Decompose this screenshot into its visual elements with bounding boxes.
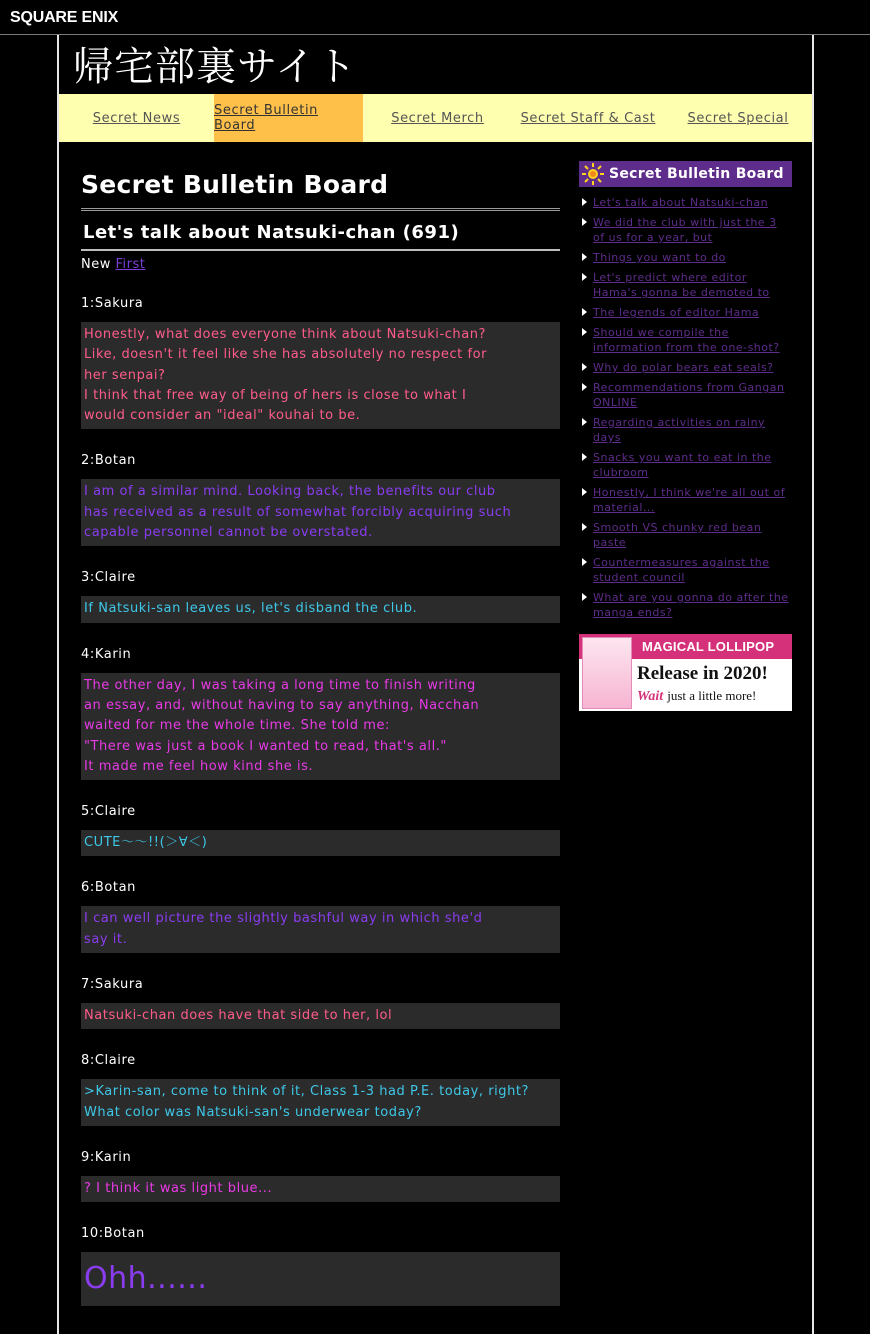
- post-header: 10:Botan: [81, 1226, 145, 1242]
- bullet-triangle-icon: [582, 253, 587, 261]
- post: [81, 1053, 560, 1126]
- sidebar-thread-item: [579, 215, 792, 245]
- site-logo[interactable]: 帰宅部裏サイト: [73, 44, 358, 90]
- post-body: The other day, I was taking a long time to finish writing an essay, and, without having to say anything, Nacchan waited for me the whole time. She told me: "There was just a book I wanted to read, that's all." It made me feel how kind she is.: [81, 673, 560, 780]
- post-body: Natsuki-chan does have that side to her, lol: [81, 1003, 560, 1029]
- page-title: Secret Bulletin Board: [81, 170, 560, 211]
- banner-wait-rest: just a little more!: [667, 688, 757, 703]
- sidebar-thread-item: [579, 380, 792, 410]
- bullet-triangle-icon: [582, 218, 587, 226]
- sidebar-thread-item: [579, 485, 792, 515]
- sidebar-thread-item: [579, 305, 792, 320]
- bullet-triangle-icon: [582, 273, 587, 281]
- bullet-triangle-icon: [582, 328, 587, 336]
- post-body: I am of a similar mind. Looking back, the benefits our club has received as a result of somewhat forcibly acquiring such capable personnel cannot be overstated.: [81, 479, 560, 546]
- post: [81, 1150, 560, 1202]
- banner-wait-word: Wait: [637, 689, 664, 704]
- sidebar-thread-item: [579, 195, 792, 210]
- post-body: I can well picture the slightly bashful way in which she'd say it.: [81, 906, 560, 953]
- banner-release: Release in 2020!: [637, 663, 768, 684]
- sidebar-thread-link[interactable]: What are you gonna do after the manga ends?: [593, 591, 789, 619]
- sidebar-thread-item: [579, 270, 792, 300]
- sidebar-thread-link[interactable]: Things you want to do: [593, 251, 726, 264]
- post: [81, 453, 560, 546]
- post-header: 6:Botan: [81, 880, 137, 896]
- post: [81, 804, 560, 856]
- bullet-triangle-icon: [582, 418, 587, 426]
- bullet-triangle-icon: [582, 308, 587, 316]
- sidebar-thread-item: [579, 250, 792, 265]
- sidebar-thread-link[interactable]: Smooth VS chunky red bean paste: [593, 521, 762, 549]
- sidebar-thread-item: [579, 415, 792, 445]
- sidebar-thread-link[interactable]: Regarding activities on rainy days: [593, 416, 766, 444]
- post: [81, 977, 560, 1029]
- thread-pagination: [81, 257, 560, 272]
- nav-secret-bulletin-board[interactable]: Secret Bulletin Board: [214, 94, 363, 142]
- sidebar-thread-link[interactable]: Honestly, I think we're all out of material...: [593, 486, 786, 514]
- post-header: 2:Botan: [81, 453, 137, 469]
- bullet-triangle-icon: [582, 383, 587, 391]
- post: [81, 1226, 560, 1306]
- banner-wait: [637, 688, 756, 705]
- sidebar-thread-item: [579, 325, 792, 355]
- post: [81, 880, 560, 953]
- post-header: 3:Claire: [81, 570, 136, 586]
- nav-secret-merch[interactable]: Secret Merch: [391, 110, 484, 126]
- sidebar-thread-link[interactable]: Countermeasures against the student council: [593, 556, 770, 584]
- post-header: 7:Sakura: [81, 977, 144, 993]
- sidebar-thread-item: [579, 520, 792, 550]
- post-body: >Karin-san, come to think of it, Class 1-3 had P.E. today, right? What color was Natsuki-san's underwear today?: [81, 1079, 560, 1126]
- post-header: 8:Claire: [81, 1053, 136, 1069]
- post-list: [81, 296, 560, 1306]
- bullet-triangle-icon: [582, 198, 587, 206]
- bullet-triangle-icon: [582, 558, 587, 566]
- bullet-triangle-icon: [582, 488, 587, 496]
- top-bar: [0, 0, 870, 35]
- post: [81, 570, 560, 622]
- sidebar-thread-link[interactable]: We did the club with just the 3 of us for a year, but: [593, 216, 777, 244]
- sidebar-thread-link[interactable]: Recommendations from Gangan ONLINE: [593, 381, 785, 409]
- nav-secret-special[interactable]: Secret Special: [687, 110, 789, 126]
- bullet-triangle-icon: [582, 453, 587, 461]
- sidebar-thread-link[interactable]: Why do polar bears eat seals?: [593, 361, 774, 374]
- sidebar-thread-item: [579, 360, 792, 375]
- post-header: 1:Sakura: [81, 296, 144, 311]
- bullet-triangle-icon: [582, 593, 587, 601]
- page-frame: [57, 35, 814, 1334]
- sidebar-thread-link[interactable]: Should we compile the information from the one-shot?: [593, 326, 780, 354]
- sidebar-thread-link[interactable]: Let's talk about Natsuki-chan: [593, 196, 769, 209]
- post-body: Ohh......: [81, 1252, 560, 1306]
- sidebar-thread-link[interactable]: Snacks you want to eat in the clubroom: [593, 451, 772, 479]
- post-body: If Natsuki-san leaves us, let's disband the club.: [81, 596, 560, 622]
- nav-secret-news[interactable]: Secret News: [92, 110, 181, 126]
- sun-icon: [581, 162, 605, 186]
- sidebar-header: [579, 161, 792, 187]
- square-enix-logo[interactable]: SQUARE ENIX: [10, 9, 119, 26]
- nav-secret-staff-cast[interactable]: Secret Staff & Cast: [520, 110, 656, 126]
- bullet-triangle-icon: [582, 363, 587, 371]
- post: [81, 647, 560, 780]
- sidebar-thread-link[interactable]: Let's predict where editor Hama's gonna be demoted to: [593, 271, 770, 299]
- magical-lollipop-banner[interactable]: [579, 634, 792, 711]
- main-content: [81, 170, 560, 1306]
- post-body: CUTE～～!!(＞∀＜): [81, 830, 560, 856]
- thread-title: Let's talk about Natsuki-chan (691): [81, 219, 560, 251]
- post-body: ? I think it was light blue...: [81, 1176, 560, 1202]
- first-link[interactable]: First: [115, 257, 146, 272]
- thread-link-list: [579, 195, 792, 620]
- post-header: 9:Karin: [81, 1149, 132, 1165]
- post-header: 4:Karin: [81, 646, 132, 662]
- sidebar-thread-item: [579, 590, 792, 620]
- new-label: New: [81, 257, 111, 272]
- main-nav: [59, 94, 812, 142]
- sidebar-title: Secret Bulletin Board: [609, 166, 784, 182]
- bullet-triangle-icon: [582, 523, 587, 531]
- banner-headline: MAGICAL LOLLIPOP: [642, 639, 775, 654]
- sidebar-thread-link[interactable]: The legends of editor Hama: [593, 306, 760, 319]
- banner-cover-image: [582, 637, 632, 709]
- post-body: Honestly, what does everyone think about Natsuki-chan? Like, doesn't it feel like she has absolutely no respect for her senpai? I think that free way of being of hers is close to what I would consider an "ideal" kouhai to be.: [81, 322, 560, 429]
- sidebar: [579, 161, 792, 711]
- post: [81, 296, 560, 429]
- sidebar-thread-item: [579, 555, 792, 585]
- post-header: 5:Claire: [81, 804, 136, 820]
- sidebar-thread-item: [579, 450, 792, 480]
